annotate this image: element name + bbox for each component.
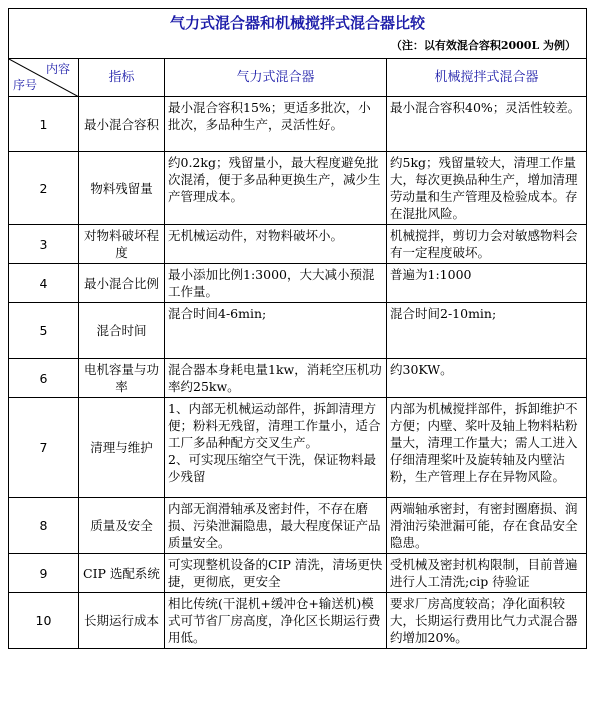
- row-number: 7: [9, 398, 79, 498]
- row-number: 2: [9, 152, 79, 225]
- row-indicator: 混合时间: [79, 303, 165, 359]
- pneumatic-mixer-cell: 最小混合容积15%；更适多批次，小批次，多品种生产，灵活性好。: [165, 97, 387, 152]
- row-indicator: 清理与维护: [79, 398, 165, 498]
- mechanical-mixer-cell: 两端轴承密封，有密封圈磨损、润滑油污染泄漏可能，存在食品安全隐患。: [387, 498, 587, 554]
- table-row: [9, 498, 587, 554]
- row-number: 9: [9, 554, 79, 593]
- pneumatic-mixer-cell: 相比传统(干混机+缓冲仓+输送机)模式可节省厂房高度，净化区长期运行费用低。: [165, 593, 387, 649]
- row-number: 10: [9, 593, 79, 649]
- pneumatic-mixer-cell: 混合时间4-6min;: [165, 303, 387, 359]
- table-row: [9, 593, 587, 649]
- header-content-label: 内容: [45, 62, 70, 76]
- table-note: （注：以有效混合容积2000L 为例）: [9, 37, 587, 59]
- mechanical-mixer-cell: 混合时间2-10min;: [387, 303, 587, 359]
- row-indicator: CIP 选配系统: [79, 554, 165, 593]
- comparison-table: [8, 8, 587, 649]
- table-row: [9, 359, 587, 398]
- row-indicator: 最小混合比例: [79, 264, 165, 303]
- header-mechanical-mixer: 机械搅拌式混合器: [387, 59, 587, 97]
- pneumatic-mixer-cell: 最小添加比例1:3000，大大减小预混工作量。: [165, 264, 387, 303]
- header-seq-label: 序号: [13, 78, 38, 92]
- table-row: [9, 398, 587, 498]
- table-row: [9, 97, 587, 152]
- row-number: 1: [9, 97, 79, 152]
- mechanical-mixer-cell: 内部为机械搅拌部件，拆卸维护不方便；内壁、桨叶及轴上物料粘粉量大，清理工作量大；需人工进入仔细清理桨叶及旋转轴及内壁沾粉，生产管理上存在异物风险。: [387, 398, 587, 498]
- pneumatic-mixer-cell: 无机械运动件，对物料破坏小。: [165, 225, 387, 264]
- pneumatic-mixer-cell: 内部无润滑轴承及密封件，不存在磨损、污染泄漏隐患，最大程度保证产品质量安全。: [165, 498, 387, 554]
- row-number: 5: [9, 303, 79, 359]
- row-indicator: 电机容量与功率: [79, 359, 165, 398]
- pneumatic-mixer-cell: 1、内部无机械运动部件，拆卸清理方便；粉料无残留，清理工作量小，适合工厂多品种配方交叉生产。 2、可实现压缩空气干洗，保证物料最少残留: [165, 398, 387, 498]
- row-number: 8: [9, 498, 79, 554]
- mechanical-mixer-cell: 最小混合容积40%；灵活性较差。: [387, 97, 587, 152]
- pneumatic-mixer-cell: 约0.2kg；残留量小，最大程度避免批次混淆，便于多品种更换生产，减少生产管理成本。: [165, 152, 387, 225]
- mechanical-mixer-cell: 要求厂房高度较高；净化面积较大，长期运行费用比气力式混合器约增加20%。: [387, 593, 587, 649]
- pneumatic-mixer-cell: 可实现整机设备的CIP 清洗，清场更快捷，更彻底，更安全: [165, 554, 387, 593]
- mechanical-mixer-cell: 约5kg；残留量较大，清理工作量大，每次更换品种生产，增加清理劳动量和生产管理及检验成本。存在混批风险。: [387, 152, 587, 225]
- row-indicator: 物料残留量: [79, 152, 165, 225]
- row-indicator: 长期运行成本: [79, 593, 165, 649]
- comparison-document: [8, 8, 586, 649]
- mechanical-mixer-cell: 普遍为1:1000: [387, 264, 587, 303]
- table-row: [9, 264, 587, 303]
- mechanical-mixer-cell: 机械搅拌，剪切力会对敏感物料会有一定程度破坏。: [387, 225, 587, 264]
- row-indicator: 对物料破坏程度: [79, 225, 165, 264]
- diagonal-header-cell: [9, 59, 79, 97]
- table-row: [9, 152, 587, 225]
- pneumatic-mixer-cell: 混合器本身耗电量1kw，消耗空压机功率约25kw。: [165, 359, 387, 398]
- mechanical-mixer-cell: 受机械及密封机构限制，目前普遍进行人工清洗;cip 待验证: [387, 554, 587, 593]
- table-title: 气力式混合器和机械搅拌式混合器比较: [9, 9, 587, 38]
- table-row: [9, 554, 587, 593]
- mechanical-mixer-cell: 约30KW。: [387, 359, 587, 398]
- row-indicator: 质量及安全: [79, 498, 165, 554]
- row-indicator: 最小混合容积: [79, 97, 165, 152]
- header-indicator: 指标: [79, 59, 165, 97]
- header-pneumatic-mixer: 气力式混合器: [165, 59, 387, 97]
- table-row: [9, 225, 587, 264]
- row-number: 3: [9, 225, 79, 264]
- table-row: [9, 303, 587, 359]
- row-number: 6: [9, 359, 79, 398]
- row-number: 4: [9, 264, 79, 303]
